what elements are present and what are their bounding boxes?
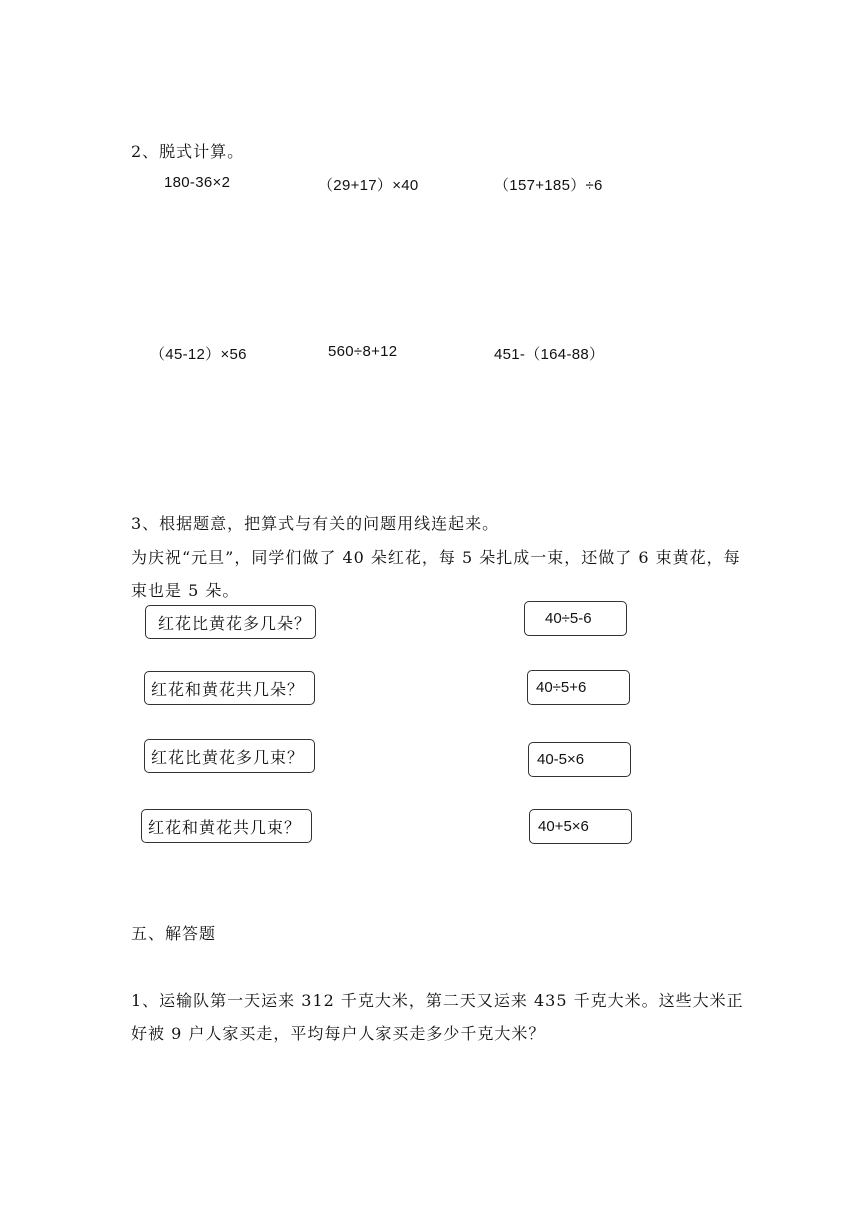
calc-expression: （29+17）×40 bbox=[318, 177, 419, 194]
section-3-heading: 3、根据题意，把算式与有关的问题用线连起来。 bbox=[131, 514, 500, 533]
question-box[interactable] bbox=[144, 739, 315, 773]
calc-expression: （157+185）÷6 bbox=[494, 177, 603, 194]
section-5-heading: 五、解答题 bbox=[131, 924, 217, 943]
expression-box[interactable] bbox=[528, 742, 631, 777]
calc-expression: （45-12）×56 bbox=[150, 346, 247, 363]
calc-expression: 180-36×2 bbox=[164, 174, 231, 191]
problem-1-line-1: 1、运输队第一天运来 312 千克大米，第二天又运来 435 千克大米。这些大米正 bbox=[131, 991, 744, 1010]
expression-box[interactable] bbox=[524, 601, 627, 636]
expression-label: 40+5×6 bbox=[538, 818, 589, 835]
expression-box[interactable] bbox=[529, 809, 632, 844]
calc-expression: 560÷8+12 bbox=[328, 343, 398, 360]
expression-box[interactable] bbox=[527, 670, 630, 705]
expression-label: 40÷5-6 bbox=[545, 610, 592, 627]
question-box[interactable] bbox=[145, 605, 316, 639]
question-label: 红花和黄花共几束？ bbox=[148, 817, 302, 837]
question-label: 红花和黄花共几朵？ bbox=[151, 679, 305, 699]
section-2-heading: 2、脱式计算。 bbox=[131, 142, 245, 161]
question-box[interactable] bbox=[144, 671, 315, 705]
question-label: 红花比黄花多几朵？ bbox=[158, 613, 312, 633]
calc-expression: 451-（164-88） bbox=[494, 346, 605, 363]
context-text-line-1: 为庆祝“元旦”，同学们做了 40 朵红花，每 5 朵扎成一束，还做了 6 束黄花，每 bbox=[131, 548, 741, 567]
question-box[interactable] bbox=[141, 809, 312, 843]
context-text-line-2: 束也是 5 朵。 bbox=[131, 581, 240, 600]
expression-label: 40-5×6 bbox=[537, 751, 585, 768]
problem-1-line-2: 好被 9 户人家买走，平均每户人家买走多少千克大米？ bbox=[131, 1024, 546, 1043]
question-label: 红花比黄花多几束？ bbox=[151, 747, 305, 767]
expression-label: 40÷5+6 bbox=[536, 679, 587, 696]
